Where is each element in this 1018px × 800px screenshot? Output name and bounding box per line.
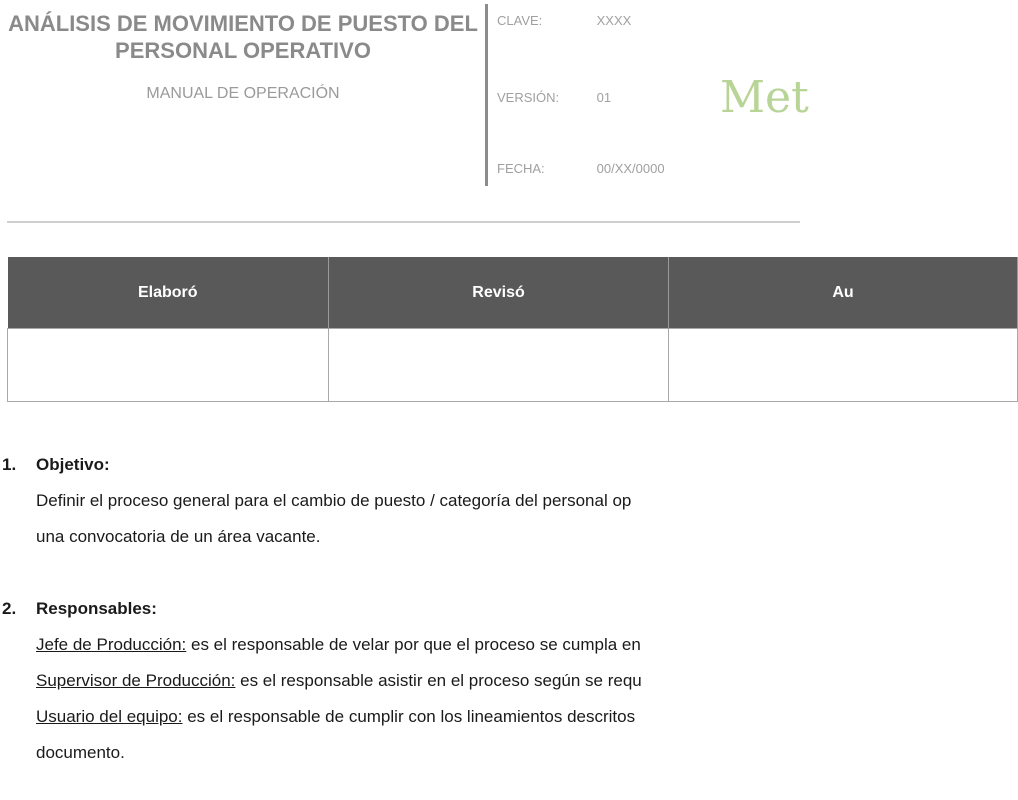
signature-cell-reviso[interactable] [329,329,669,402]
section-title: Objetivo: [36,455,110,474]
version-label: VERSIÓN: [497,90,560,105]
role-name: Supervisor de Producción: [36,671,236,690]
role-description: es el responsable de velar por que el proceso se cumpla en [186,635,641,654]
meta-fecha [497,161,665,176]
section-number: 2. [2,599,17,618]
meta-clave [497,13,631,28]
clave-value: XXXX [596,13,632,28]
section-line: documento. [36,743,125,762]
section-line: Definir el proceso general para el cambio de puesto / categoría del personal op [36,491,632,510]
section-number: 1. [2,455,17,474]
role-name: Jefe de Producción: [36,635,187,654]
section-line: una convocatoria de un área vacante. [36,527,321,546]
document-title: ANÁLISIS DE MOVIMIENTO DE PUESTO DEL PERSONAL OPERATIVO [8,11,478,63]
header-elaboro: Elaboró [8,257,329,329]
section-title: Responsables: [36,599,157,618]
header-rule [7,221,800,223]
header-autorizo: Au [669,257,1018,329]
header-divider [485,4,488,186]
document-subtitle: MANUAL DE OPERACIÓN [146,85,340,102]
version-value: 01 [596,90,612,105]
role-description: es el responsable asistir en el proceso según se requ [235,671,642,690]
meta-version [497,90,611,105]
approval-table [7,257,1018,402]
header-reviso: Revisó [329,257,669,329]
fecha-label: FECHA: [497,161,545,176]
company-logo: Met [720,72,809,123]
responsible-item [0,663,642,699]
role-name: Usuario del equipo: [36,707,183,726]
responsible-item [0,627,642,663]
responsible-item [0,699,642,735]
signature-cell-elaboro[interactable] [8,329,329,402]
section-objetivo [0,447,631,555]
document-header [0,10,486,103]
fecha-value: 00/XX/0000 [596,161,665,176]
clave-label: CLAVE: [497,13,543,28]
signature-cell-autorizo[interactable] [669,329,1018,402]
role-description: es el responsable de cumplir con los lineamientos descritos [182,707,636,726]
section-responsables [0,591,642,771]
